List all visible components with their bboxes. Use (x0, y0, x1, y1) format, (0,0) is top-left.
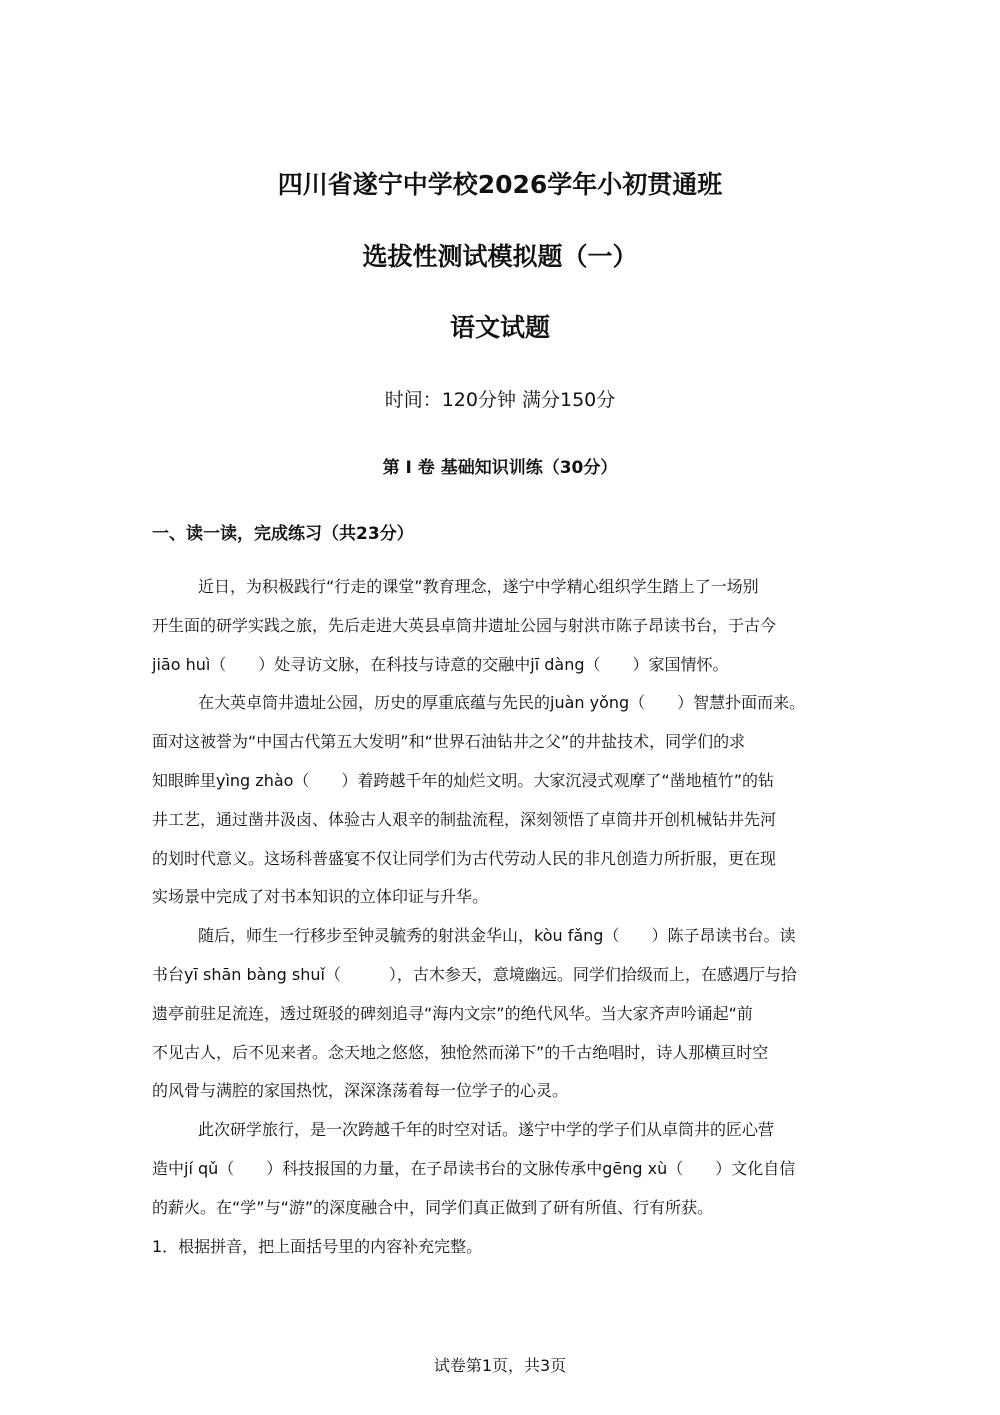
passage-line: 的划时代意义。这场科普盛宴不仅让同学们为古代劳动人民的非凡创造力所折服，更在现 (152, 848, 777, 868)
passage-line: 造中jí qǔ（ ）科技报国的力量，在子昂读书台的文脉传承中gēng xù（ ）文化自信 (152, 1158, 796, 1178)
exam-subject-title: 语文试题 (449, 313, 550, 342)
passage-line: 随后，师生一行移步至钟灵毓秀的射洪金华山，kòu fǎng（ ）陈子昂读书台。读 (198, 926, 796, 946)
exam-title-line2: 选拔性测试模拟题（一） (362, 242, 638, 271)
page-footer: 试卷第1页，共3页 (433, 1356, 567, 1375)
passage-line: 实场景中完成了对书本知识的立体印证与升华。 (152, 887, 489, 907)
reading-passage (152, 568, 852, 1266)
passage-line: 开生面的研学实践之旅，先后走进大英县卓筒井遗址公园与射洪市陈子昂读书台，于古今 (152, 615, 777, 635)
passage-line: 遗亭前驻足流连，透过斑驳的碑刻追寻“海内文宗”的绝代风华。当大家齐声吟诵起“前 (152, 1003, 753, 1023)
passage-line: 在大英卓筒井遗址公园，历史的厚重底蕴与先民的juàn yǒng（ ）智慧扑面而来。 (198, 693, 806, 713)
passage-line: 的风骨与满腔的家国热忱，深深涤荡着每一位学子的心灵。 (152, 1081, 569, 1101)
passage-line: 书台yī shān bàng shuǐ（ ），古木参天，意境幽远。同学们拾级而上，在感遇厅与拾 (152, 964, 797, 984)
passage-line: 此次研学旅行，是一次跨越千年的时空对话。遂宁中学的学子们从卓筒井的匠心营 (198, 1120, 775, 1140)
section-heading: 一、读一读，完成练习（共23分） (152, 524, 414, 544)
exam-time-info: 时间：120分钟 满分150分 (384, 389, 616, 411)
passage-line: 知眼眸里yìng zhào（ ）着跨越千年的灿烂文明。大家沉浸式观摩了“凿地植竹”的钻 (152, 770, 775, 790)
passage-line: 井工艺，通过凿井汲卤、体验古人艰辛的制盐流程，深刻领悟了卓筒井开创机械钻井先河 (152, 809, 777, 829)
passage-line: 近日，为积极践行“行走的课堂”教育理念，遂宁中学精心组织学生踏上了一场别 (198, 577, 759, 596)
passage-line: jiāo huì（ ）处寻访文脉，在科技与诗意的交融中jī dàng（ ）家国情怀。 (152, 654, 729, 674)
passage-line: 不见古人，后不见来者。念天地之悠悠，独怆然而涕下”的千古绝唱时，诗人那横亘时空 (152, 1042, 769, 1062)
passage-line: 面对这被誉为“中国古代第五大发明”和“世界石油钻井之父”的井盐技术，同学们的求 (152, 732, 746, 752)
passage-line: 的薪火。在“学”与“游”的深度融合中，同学们真正做到了研有所值、行有所获。 (152, 1197, 714, 1217)
part-heading: 第 I 卷 基础知识训练（30分） (382, 458, 618, 478)
exam-title-line1: 四川省遂宁中学校2026学年小初贯通班 (277, 170, 723, 199)
question-1: 1．根据拼音，把上面括号里的内容补充完整。 (152, 1236, 483, 1256)
